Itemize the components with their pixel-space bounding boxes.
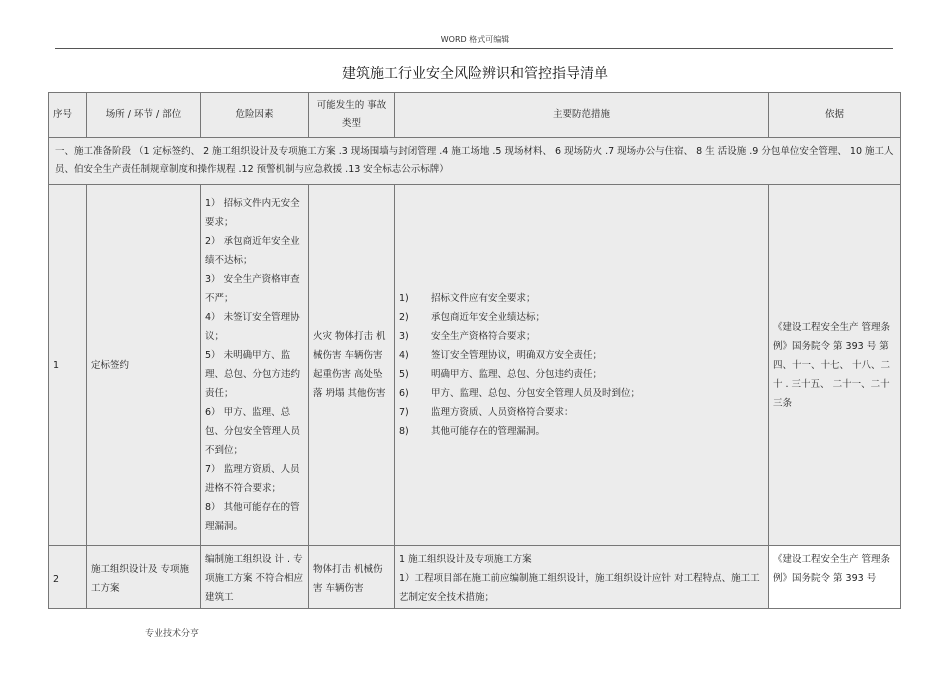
- hazard-item: 8） 其他可能存在的管理漏洞。: [205, 502, 300, 532]
- row-number: 2: [49, 546, 87, 609]
- row-number: 1: [49, 185, 87, 546]
- measure-item: 5) 明确甲方、监理、总包、分包违约责任；: [399, 369, 603, 380]
- hazard-item: 4） 未签订安全管理协议；: [205, 312, 300, 342]
- hazard-item: 7） 监理方资质、人员进格不符合要求；: [205, 464, 300, 494]
- hazard-item: 3） 安全生产资格审查不严；: [205, 274, 300, 304]
- col-header-no: 序号: [49, 93, 87, 138]
- header-divider: [55, 48, 893, 49]
- row-hazards: [201, 185, 309, 546]
- measure-item: 4) 签订安全管理协议，明确双方安全责任；: [399, 350, 603, 361]
- table-header-row: [49, 93, 901, 138]
- header-note: WORD 格式可编辑: [440, 35, 510, 44]
- measure-item: 6) 甲方、监理、总包、分包安全管理人员及时到位；: [399, 388, 641, 399]
- phase-description: 一、施工准备阶段 （1 定标签约、 2 施工组织设计及专项施工方案 .3 现场围墙与封闭管理 .4 施工场地 .5 现场材料、 6 现场防火 .7 现场办公与住宿、 8 生 活设施 .9 分包单位安全管理、 10 施工人员、伯安全生产责任制规章制度和操作规程 .12 预警机制与应急救援 .13 安全标志公示标牌）: [49, 138, 901, 185]
- col-header-measures: 主要防范措施: [395, 93, 769, 138]
- risk-table: [48, 92, 901, 609]
- hazard-item: 2） 承包商近年安全业绩不达标；: [205, 236, 300, 266]
- col-header-hazards: 危险因素: [201, 93, 309, 138]
- col-header-accident-types: 可能发生的 事故类型: [309, 93, 395, 138]
- row-place: 定标签约: [87, 185, 201, 546]
- hazard-item: 1） 招标文件内无安全要求；: [205, 198, 300, 228]
- col-header-place: 场所 / 环节 / 部位: [87, 93, 201, 138]
- table-row: [49, 185, 901, 546]
- footer-note: 专业技术分亨: [145, 629, 200, 639]
- row-measures: [395, 546, 769, 609]
- measure-heading: 1 施工组织设计及专项施工方案: [399, 554, 532, 565]
- measure-item: 3) 安全生产资格符合要求；: [399, 331, 536, 342]
- phase-row: [49, 138, 901, 185]
- col-header-basis: 依据: [769, 93, 901, 138]
- measure-item: 8) 其他可能存在的管理漏洞。: [399, 426, 546, 437]
- table-row: [49, 546, 901, 609]
- row-hazards: 编制施工组织设 计 . 专项施工方案 不符合相应建筑工: [201, 546, 309, 609]
- measure-item: 1) 招标文件应有安全要求；: [399, 293, 536, 304]
- row-accident-types: 物体打击 机械伤害 车辆伤害: [309, 546, 395, 609]
- row-basis: 《建设工程安全生产 管理条例》国务院令 第 393 号: [769, 546, 901, 609]
- row-measures: [395, 185, 769, 546]
- row-place: 施工组织设计及 专项施工方案: [87, 546, 201, 609]
- row-basis: 《建设工程安全生产 管理条例》国务院令 第 393 号 第四、十一、十七、 十八、二十 . 三十五、 二十一、二十三条: [769, 185, 901, 546]
- measure-item: 1）工程项目部在施工前应编制施工组织设计，施工组织设计应针 对工程特点、施工工艺制定安全技术措施；: [399, 573, 760, 603]
- measure-item: 2) 承包商近年安全业绩达标；: [399, 312, 546, 323]
- document-title: 建筑施工行业安全风险辨识和管控指导清单: [342, 66, 608, 82]
- hazard-item: 5） 未明确甲方、监理、总包、分包方违约责任；: [205, 350, 301, 399]
- hazard-item: 6） 甲方、监理、总包、分包安全管理人员不到位；: [205, 407, 301, 456]
- measure-item: 7) 监理方资质、人员资格符合要求：: [399, 407, 574, 418]
- row-accident-types: 火灾 物体打击 机械伤害 车辆伤害 起重伤害 高处坠落 坍塌 其他伤害: [309, 185, 395, 546]
